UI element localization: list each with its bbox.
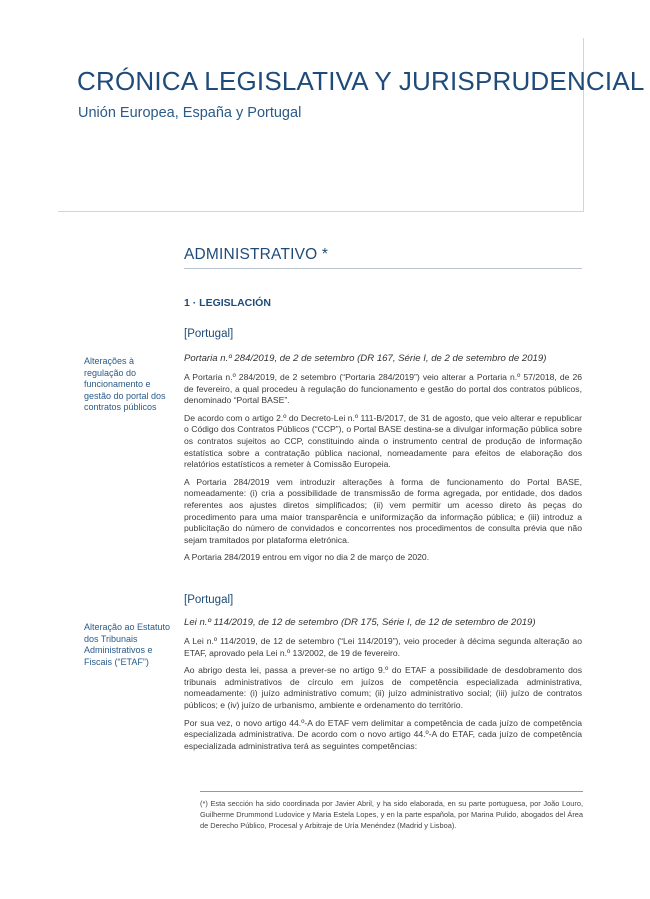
paragraph: A Lei n.º 114/2019, de 12 de setembro (“Lei 114/2019”), veio proceder à décima segunda alteração ao ETAF, aprovado pela Lei n.º 13/2002, de 19 de fevereiro. (184, 636, 582, 658)
page-title: CRÓNICA LEGISLATIVA Y JURISPRUDENCIAL (77, 66, 645, 96)
paragraph: De acordo com o artigo 2.º do Decreto-Lei n.º 111-B/2017, de 31 de agosto, que veio alterar e republicar o Código dos Contratos Públicos (“CCP”), o Portal BASE destina-se a divulgar informação pública sobre os contratos sujeitos ao CCP, constituindo ainda o instrumento central de produção de informação estatística sobre a contratação pública nacional, nomeadamente para efeitos de elaboração dos relatórios estatísticos a remeter à Comissão Europeia. (184, 412, 582, 470)
side-note: Alteração ao Estatuto dos Tribunais Administrativos e Fiscais (“ETAF”) (84, 622, 171, 667)
footnote: (*) Esta sección ha sido coordinada por Javier Abril, y ha sido elaborada, en su parte portuguesa, por João Louro, Guilherme Drummond Ludovice y Maria Estela Lopes, y en la parte española, por Marina Pulido, abogados del Área de Derecho Público, Procesal y Arbitraje de Uría Menéndez (Madrid y Lisboa). (200, 799, 583, 830)
section-title: ADMINISTRATIVO * (184, 246, 329, 263)
subsection-heading: 1 · LEGISLACIÓN (184, 297, 271, 309)
paragraph: A Portaria n.º 284/2019, de 2 setembro (“Portaria 284/2019”) veio alterar a Portaria n.º 57/2018, de 26 de fevereiro, a qual procedeu à regulação do funcionamento e gestão do portal dos contratos públicos, denominado “Portal BASE”. (184, 372, 582, 406)
page-subtitle: Unión Europea, España y Portugal (78, 105, 302, 121)
law-reference: Lei n.º 114/2019, de 12 de setembro (DR 175, Série I, de 12 de setembro de 2019) (184, 617, 536, 628)
footnote-divider (200, 791, 583, 792)
entry-body (184, 636, 582, 758)
country-label: [Portugal] (184, 594, 234, 606)
section-divider (184, 268, 582, 269)
paragraph: Por sua vez, o novo artigo 44.º-A do ETAF vem delimitar a competência de cada juízo de competência especializada administrativa. De acordo com o novo artigo 44.º-A do ETAF, cada juízo de competência especializada administrativa terá as seguintes competências: (184, 717, 582, 751)
paragraph: A Portaria 284/2019 vem introduzir alterações à forma de funcionamento do Portal BASE, nomeadamente: (i) cria a possibilidade de transmissão de forma agregada, por entidade, dos dados referentes aos ajustes diretos simplificados; (ii) vem permitir um acesso direto às peças do procedimento para uma maior transparência e uniformização da informação pública; e (iii) introduz a publicitação do número de convidados e concorrentes nos procedimentos de consulta prévia que não sejam tramitados por plataforma eletrónica. (184, 476, 582, 545)
side-note: Alterações à regulação do funcionamento e gestão do portal dos contratos públicos (84, 356, 166, 412)
paragraph: Ao abrigo desta lei, passa a prever-se no artigo 9.º do ETAF a possibilidade de desdobramento dos tribunais administrativos de círculo em juízos de competência especializada administrativa, nomeadamente: (i) juízo administrativo comum; (ii) juízo administrativo social; (iii) juízo de contratos públicos; e (iv) juízo de urbanismo, ambiente e ordenamento do território. (184, 665, 582, 710)
paragraph: A Portaria 284/2019 entrou em vigor no dia 2 de março de 2020. (184, 552, 430, 563)
law-reference: Portaria n.º 284/2019, de 2 de setembro (DR 167, Série I, de 2 de setembro de 2019) (184, 353, 547, 364)
entry-body (184, 372, 582, 570)
country-label: [Portugal] (184, 328, 234, 340)
header-box (58, 38, 584, 212)
